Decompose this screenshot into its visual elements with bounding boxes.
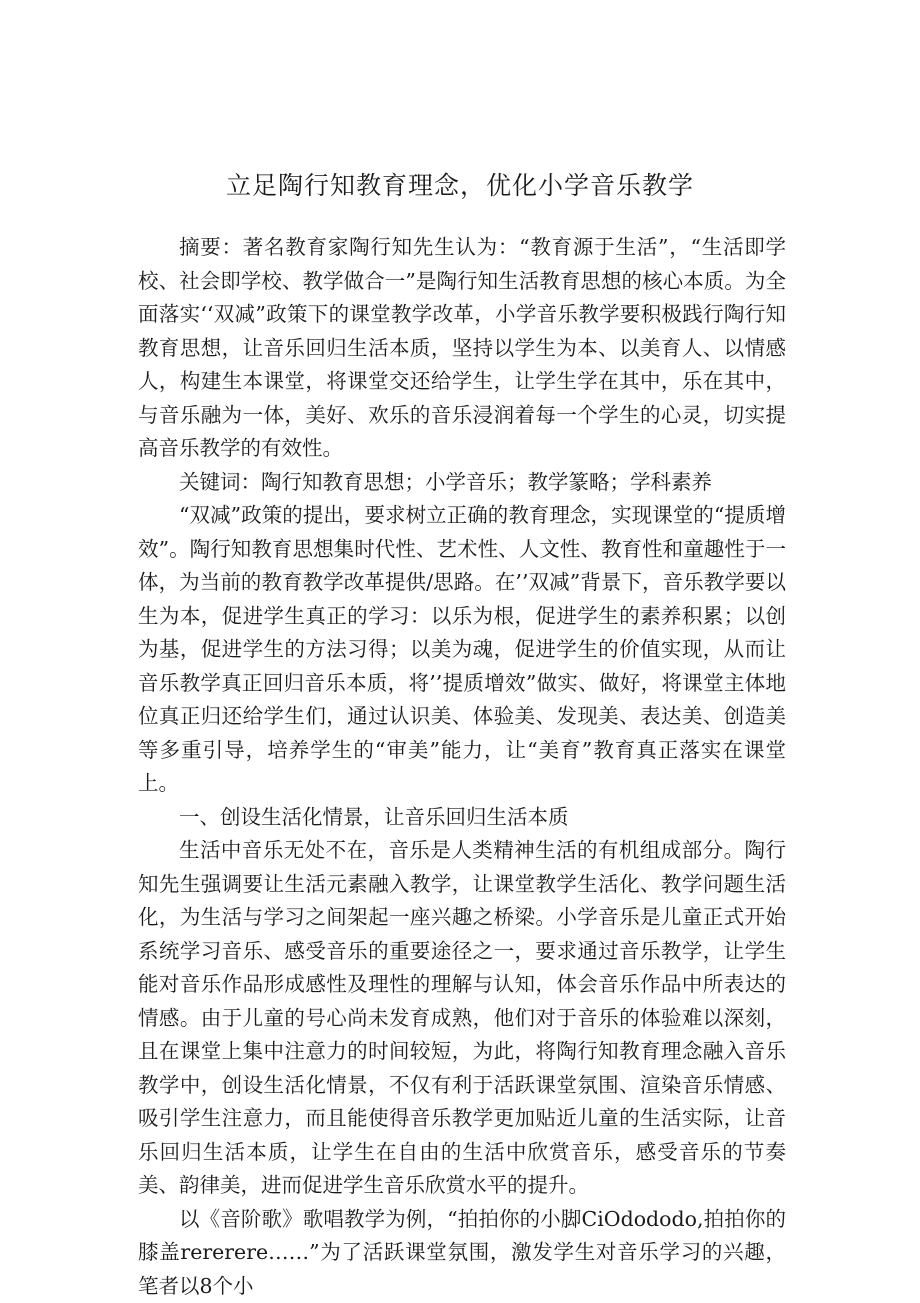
intro-paragraph: “双减”政策的提出，要求树立正确的教育理念，实现课堂的“提质增效”。陶行知教育思想集时代性、艺术性、人文性、教育性和童趣性于一体，为当前的教育教学改革提供/思路。在’’双减”背景下，音乐教学要以生为本，促进学生真正的学习：以乐为根，促进学生的素养积累；以创为基，促进学生的方法习得；以美为魂，促进学生的价值实现，从而让音乐教学真正回归音乐本质，将’’提质增效”做实、做好，将课堂主体地位真正归还给学生们，通过认识美、体验美、发现美、表达美、创造美等多重引导，培养学生的“审美”能力，让“美育”教育真正落实在课堂上。	[138, 499, 786, 801]
abstract-paragraph: 摘要：著名教育家陶行知先生认为：“教育源于生活”，“生活即学校、社会即学校、教学做合一”是陶行知生活教育思想的核心本质。为全面落实‘‘双减”政策下的课堂教学改革，小学音乐教学要积极践行陶行知教育思想，让音乐回归生活本质，坚持以学生为本、以美育人、以情感人，构建生本课堂，将课堂交还给学生，让学生学在其中，乐在其中，与音乐融为一体，美好、欢乐的音乐浸润着每一个学生的心灵，切实提高音乐教学的有效性。	[138, 231, 786, 466]
keywords-paragraph: 关键词：陶行知教育思想；小学音乐；教学篆略；学科素养	[138, 466, 786, 500]
section-heading: 一、创设生活化情景，让音乐回归生活本质	[138, 801, 786, 835]
section-paragraph: 生活中音乐无处不在，音乐是人类精神生活的有机组成部分。陶行知先生强调要让生活元素融入教学，让课堂教学生活化、教学问题生活化，为生活与学习之间架起一座兴趣之桥梁。小学音乐是儿童正式开始系统学习音乐、感受音乐的重要途径之一，要求通过音乐教学，让学生能对音乐作品形成感性及理性的理解与认知，体会音乐作品中所表达的情感。由于儿童的号心尚未发育成熟，他们对于音乐的体验难以深刻，且在课堂上集中注意力的时间较短，为此，将陶行知教育理念融入音乐教学中，创设生活化情景，不仅有利于活跃课堂氛围、渲染音乐情感、吸引学生注意力，而且能使得音乐教学更加贴近儿童的生活实际，让音乐回归生活本质，让学生在自由的生活中欣赏音乐，感受音乐的节奏美、韵律美，进而促进学生音乐欣赏水平的提升。	[138, 834, 786, 1203]
document-body	[138, 231, 786, 1303]
example-paragraph: 以《音阶歌》歌唱教学为例，“拍拍你的小脚CiOdododo,拍拍你的膝盖rererere……”为了活跃课堂氛围，激发学生对音乐学习的兴趣，笔者以8个小	[138, 1203, 786, 1303]
document-title: 立足陶行知教育理念，优化小学音乐教学	[0, 168, 920, 204]
